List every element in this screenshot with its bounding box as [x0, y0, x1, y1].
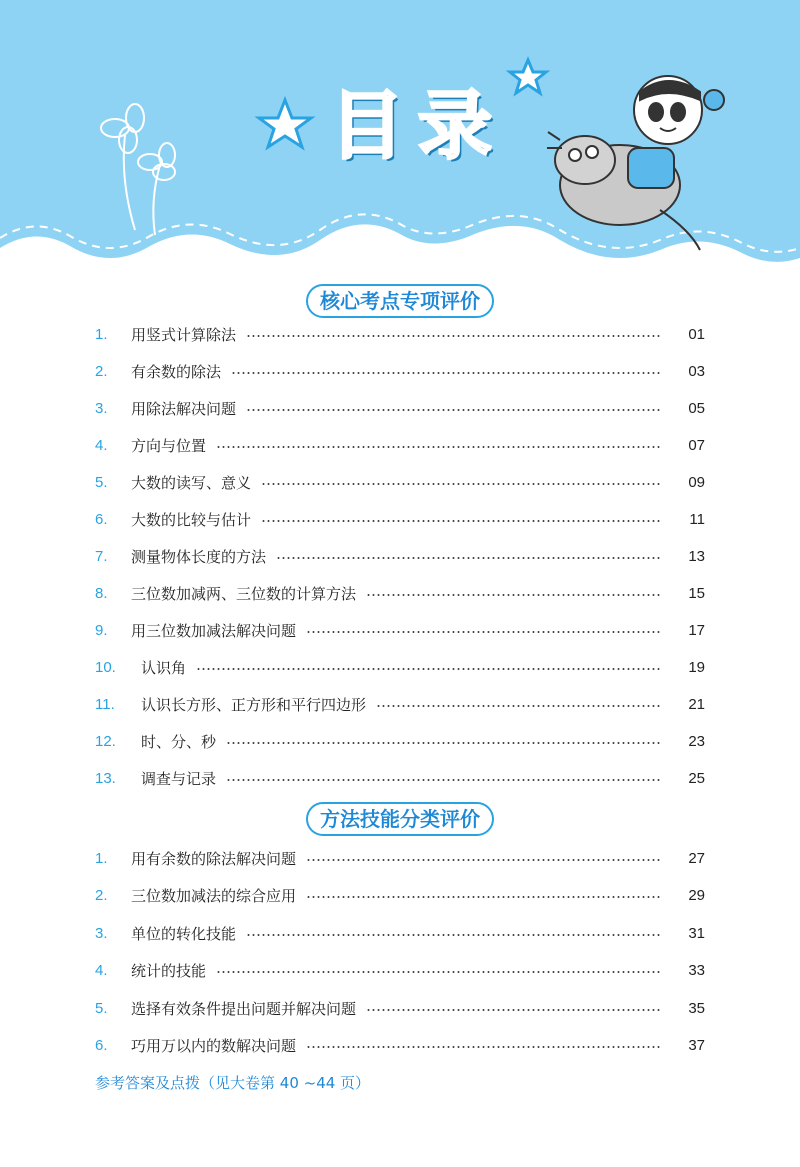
- answer-reference-note: 参考答案及点拨（见大卷第 40 ~44 页）: [95, 1074, 371, 1092]
- toc-number: 12.: [95, 732, 116, 750]
- toc-page: 17: [688, 621, 705, 639]
- toc-page: 11: [689, 510, 705, 528]
- toc-row[interactable]: [95, 883, 705, 907]
- toc-label: 认识长方形、正方形和平行四边形: [141, 695, 367, 714]
- dot-leader: [366, 1009, 661, 1011]
- toc-page: 23: [688, 732, 705, 750]
- toc-row[interactable]: [95, 581, 705, 605]
- toc-label: 测量物体长度的方法: [131, 547, 267, 566]
- toc-number: 1.: [95, 849, 108, 867]
- toc-label: 有余数的除法: [131, 362, 222, 381]
- toc-row[interactable]: [95, 921, 705, 945]
- toc-label: 时、分、秒: [141, 732, 217, 751]
- dot-leader: [261, 483, 661, 485]
- toc-label: 三位数加减法的综合应用: [131, 886, 297, 905]
- toc-page: 03: [688, 362, 705, 380]
- toc-number: 5.: [95, 473, 108, 491]
- toc-row[interactable]: [95, 470, 705, 494]
- toc-number: 2.: [95, 886, 108, 904]
- dot-leader: [216, 971, 661, 973]
- toc-label: 统计的技能: [131, 961, 207, 980]
- page-title-wrap: [318, 70, 518, 170]
- dot-leader: [366, 594, 661, 596]
- dot-leader: [246, 335, 661, 337]
- toc-page: 01: [688, 325, 705, 343]
- toc-row[interactable]: [95, 729, 705, 753]
- toc-label: 用除法解决问题: [131, 399, 237, 418]
- dot-leader: [196, 668, 661, 670]
- toc-row[interactable]: [95, 322, 705, 346]
- toc-number: 3.: [95, 399, 108, 417]
- toc-label: 认识角: [141, 658, 187, 677]
- toc-page: 35: [688, 999, 705, 1017]
- toc-row[interactable]: [95, 846, 705, 870]
- toc-page: 27: [688, 849, 705, 867]
- toc-number: 4.: [95, 961, 108, 979]
- toc-number: 6.: [95, 510, 108, 528]
- toc-row[interactable]: [95, 1033, 705, 1057]
- dot-leader: [246, 934, 661, 936]
- toc-label: 大数的读写、意义: [131, 473, 252, 492]
- dot-leader: [231, 372, 661, 374]
- dot-leader: [216, 446, 661, 448]
- toc-label: 三位数加减两、三位数的计算方法: [131, 584, 357, 603]
- dot-leader: [306, 631, 661, 633]
- toc-label: 调查与记录: [141, 769, 217, 788]
- toc-number: 7.: [95, 547, 108, 565]
- toc-row[interactable]: [95, 396, 705, 420]
- toc-label: 用竖式计算除法: [131, 325, 237, 344]
- toc-row[interactable]: [95, 958, 705, 982]
- toc-number: 1.: [95, 325, 108, 343]
- toc-number: 4.: [95, 436, 108, 454]
- toc-row[interactable]: [95, 544, 705, 568]
- dot-leader: [226, 779, 661, 781]
- toc-label: 用有余数的除法解决问题: [131, 849, 297, 868]
- toc-page: 13: [688, 547, 705, 565]
- toc-page: 25: [688, 769, 705, 787]
- toc-row[interactable]: [95, 433, 705, 457]
- section-pill: 核心考点专项评价: [306, 284, 494, 318]
- toc-number: 13.: [95, 769, 116, 787]
- toc-label: 大数的比较与估计: [131, 510, 252, 529]
- toc-page: 21: [688, 695, 705, 713]
- toc-number: 5.: [95, 999, 108, 1017]
- dot-leader: [246, 409, 661, 411]
- dot-leader: [306, 859, 661, 861]
- dot-leader: [226, 742, 661, 744]
- toc-label: 巧用万以内的数解决问题: [131, 1036, 297, 1055]
- dot-leader: [376, 705, 661, 707]
- toc-row[interactable]: [95, 655, 705, 679]
- toc-number: 10.: [95, 658, 116, 676]
- toc-label: 方向与位置: [131, 436, 207, 455]
- toc-page: 15: [688, 584, 705, 602]
- toc-page: 09: [688, 473, 705, 491]
- section-title-core: [0, 284, 800, 318]
- toc-row[interactable]: [95, 692, 705, 716]
- toc-page: 19: [688, 658, 705, 676]
- toc-row[interactable]: [95, 766, 705, 790]
- toc-number: 9.: [95, 621, 108, 639]
- dot-leader: [276, 557, 661, 559]
- toc-page: 31: [688, 924, 705, 942]
- dot-leader: [306, 1046, 661, 1048]
- toc-label: 单位的转化技能: [131, 924, 237, 943]
- toc-page: 07: [688, 436, 705, 454]
- toc-number: 2.: [95, 362, 108, 380]
- toc-page: 29: [688, 886, 705, 904]
- toc-label: 用三位数加减法解决问题: [131, 621, 297, 640]
- toc-page: 33: [688, 961, 705, 979]
- toc-label: 选择有效条件提出问题并解决问题: [131, 999, 357, 1018]
- toc-page: 37: [688, 1036, 705, 1054]
- toc-row[interactable]: [95, 996, 705, 1020]
- page-title: 目录: [330, 83, 506, 169]
- toc-page: 05: [688, 399, 705, 417]
- toc-number: 11.: [95, 695, 115, 713]
- toc-number: 6.: [95, 1036, 108, 1054]
- dot-leader: [306, 896, 661, 898]
- section-title-methods: [0, 802, 800, 836]
- section-pill: 方法技能分类评价: [306, 802, 494, 836]
- toc-row[interactable]: [95, 359, 705, 383]
- dot-leader: [261, 520, 661, 522]
- toc-number: 8.: [95, 584, 108, 602]
- toc-row[interactable]: [95, 618, 705, 642]
- toc-number: 3.: [95, 924, 108, 942]
- toc-row[interactable]: [95, 507, 705, 531]
- header-banner: [0, 0, 800, 275]
